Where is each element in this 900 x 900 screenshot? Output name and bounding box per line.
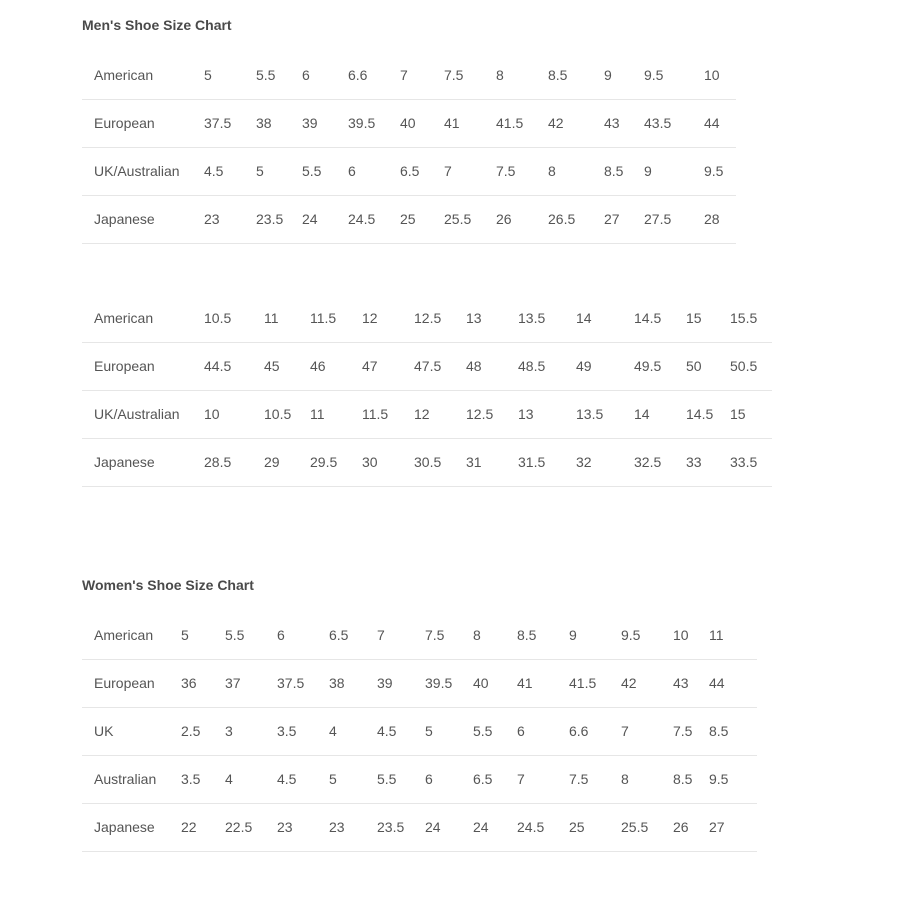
- size-cell: 27: [604, 211, 620, 227]
- size-cell: 3: [225, 723, 233, 739]
- row-label: European: [94, 675, 155, 691]
- mens-table-1-body: [82, 51, 736, 243]
- womens-size-table: [82, 611, 757, 852]
- size-cell: 6: [277, 626, 285, 643]
- size-cell: 23: [277, 819, 293, 835]
- size-cell: 36: [181, 675, 197, 691]
- size-cell: 41.5: [496, 115, 524, 131]
- size-cell: 9: [644, 163, 652, 179]
- size-cell: 7: [621, 723, 629, 739]
- size-cell: 8: [548, 163, 556, 179]
- size-cell: 5: [181, 626, 189, 643]
- size-cell: 3.5: [181, 771, 201, 787]
- size-cell: 5.5: [302, 163, 322, 179]
- size-cell: 24: [425, 819, 441, 835]
- size-cell: 10: [704, 66, 720, 83]
- size-cell: 10.5: [264, 406, 292, 422]
- size-cell: 38: [256, 115, 272, 131]
- size-cell: 8.5: [673, 771, 693, 787]
- size-cell: 5: [204, 66, 212, 83]
- size-cell: 4.5: [377, 723, 397, 739]
- size-cell: 40: [473, 675, 489, 691]
- row-label: Japanese: [94, 454, 155, 470]
- size-cell: 42: [621, 675, 637, 691]
- size-cell: 31.5: [518, 454, 546, 470]
- size-cell: 25.5: [444, 211, 472, 227]
- size-cell: 22.5: [225, 819, 253, 835]
- table-row: [82, 195, 736, 243]
- size-cell: 31: [466, 454, 482, 470]
- size-cell: 9.5: [644, 66, 664, 83]
- size-cell: 13: [518, 406, 534, 422]
- size-cell: 24.5: [517, 819, 545, 835]
- row-label: UK: [94, 723, 114, 739]
- table-row: [82, 51, 736, 99]
- size-cell: 6.6: [569, 723, 589, 739]
- row-label: UK/Australian: [94, 406, 180, 422]
- size-cell: 25: [400, 211, 416, 227]
- size-cell: 38: [329, 675, 345, 691]
- size-cell: 37.5: [204, 115, 232, 131]
- mens-table-2-body: [82, 294, 772, 486]
- womens-chart-title: Women's Shoe Size Chart: [82, 577, 254, 593]
- size-cell: 30.5: [414, 454, 442, 470]
- table-row: [82, 707, 757, 755]
- size-cell: 41.5: [569, 675, 597, 691]
- row-label: Australian: [94, 771, 157, 787]
- size-cell: 23.5: [377, 819, 405, 835]
- table-row: [82, 294, 772, 342]
- size-cell: 6.5: [473, 771, 493, 787]
- size-cell: 11: [264, 309, 279, 326]
- size-cell: 7.5: [425, 626, 445, 643]
- row-label: European: [94, 115, 155, 131]
- size-cell: 4.5: [277, 771, 297, 787]
- size-cell: 9.5: [621, 626, 641, 643]
- size-cell: 42: [548, 115, 564, 131]
- size-cell: 7: [377, 626, 385, 643]
- size-cell: 47.5: [414, 358, 442, 374]
- mens-size-table-2: [82, 294, 772, 487]
- size-cell: 29: [264, 454, 280, 470]
- size-cell: 43: [604, 115, 620, 131]
- size-cell: 2.5: [181, 723, 201, 739]
- size-cell: 45: [264, 358, 280, 374]
- size-cell: 49: [576, 358, 592, 374]
- size-cell: 28.5: [204, 454, 232, 470]
- size-cell: 11: [310, 406, 325, 422]
- size-cell: 32: [576, 454, 592, 470]
- size-cell: 8.5: [604, 163, 624, 179]
- size-cell: 27.5: [644, 211, 672, 227]
- size-cell: 6: [517, 723, 525, 739]
- size-cell: 9: [604, 66, 612, 83]
- table-row: [82, 438, 772, 486]
- size-cell: 26: [496, 211, 512, 227]
- size-cell: 13.5: [576, 406, 604, 422]
- size-cell: 11.5: [362, 406, 389, 422]
- size-cell: 12.5: [414, 309, 442, 326]
- size-cell: 10.5: [204, 309, 232, 326]
- size-cell: 29.5: [310, 454, 338, 470]
- size-cell: 6: [425, 771, 433, 787]
- mens-size-table-1: [82, 51, 736, 244]
- size-cell: 8.5: [548, 66, 568, 83]
- size-cell: 3.5: [277, 723, 297, 739]
- size-cell: 6: [302, 66, 310, 83]
- size-cell: 10: [673, 626, 689, 643]
- size-cell: 13: [466, 309, 482, 326]
- size-cell: 12.5: [466, 406, 494, 422]
- size-cell: 11.5: [310, 309, 337, 326]
- size-cell: 12: [414, 406, 430, 422]
- size-cell: 15: [730, 406, 746, 422]
- size-cell: 8: [473, 626, 481, 643]
- row-label: American: [94, 309, 154, 326]
- row-label: American: [94, 66, 154, 83]
- size-cell: 39.5: [425, 675, 453, 691]
- size-cell: 28: [704, 211, 720, 227]
- size-cell: 41: [517, 675, 533, 691]
- size-cell: 48.5: [518, 358, 546, 374]
- size-cell: 37: [225, 675, 241, 691]
- size-cell: 7.5: [444, 66, 464, 83]
- size-cell: 24.5: [348, 211, 376, 227]
- table-row: [82, 390, 772, 438]
- size-cell: 24: [473, 819, 489, 835]
- mens-chart-title: Men's Shoe Size Chart: [82, 17, 232, 33]
- size-cell: 44.5: [204, 358, 232, 374]
- size-cell: 7: [400, 66, 408, 83]
- size-cell: 5: [329, 771, 337, 787]
- size-cell: 24: [302, 211, 318, 227]
- size-cell: 50.5: [730, 358, 758, 374]
- size-cell: 9.5: [704, 163, 724, 179]
- size-cell: 14.5: [634, 309, 662, 326]
- size-cell: 5.5: [377, 771, 397, 787]
- size-cell: 6: [348, 163, 356, 179]
- table-row: [82, 611, 757, 659]
- table-row: [82, 342, 772, 390]
- size-cell: 27: [709, 819, 725, 835]
- size-cell: 5: [425, 723, 433, 739]
- size-cell: 4.5: [204, 163, 224, 179]
- row-label: Japanese: [94, 211, 155, 227]
- size-cell: 39.5: [348, 115, 376, 131]
- size-cell: 6.5: [329, 626, 349, 643]
- size-cell: 7.5: [496, 163, 516, 179]
- size-cell: 5.5: [256, 66, 276, 83]
- size-cell: 8.5: [517, 626, 537, 643]
- size-cell: 44: [704, 115, 720, 131]
- size-cell: 43.5: [644, 115, 672, 131]
- size-cell: 37.5: [277, 675, 305, 691]
- size-cell: 32.5: [634, 454, 662, 470]
- size-cell: 25.5: [621, 819, 649, 835]
- size-cell: 4: [225, 771, 233, 787]
- size-cell: 40: [400, 115, 416, 131]
- size-cell: 33.5: [730, 454, 758, 470]
- size-cell: 15: [686, 309, 702, 326]
- size-cell: 48: [466, 358, 482, 374]
- size-cell: 6.5: [400, 163, 420, 179]
- size-cell: 26: [673, 819, 689, 835]
- size-cell: 7.5: [569, 771, 589, 787]
- size-cell: 39: [377, 675, 393, 691]
- table-row: [82, 803, 757, 851]
- size-cell: 46: [310, 358, 326, 374]
- size-cell: 13.5: [518, 309, 546, 326]
- table-row: [82, 147, 736, 195]
- size-cell: 10: [204, 406, 220, 422]
- size-cell: 25: [569, 819, 585, 835]
- size-cell: 8: [496, 66, 504, 83]
- size-cell: 11: [709, 626, 724, 643]
- size-cell: 41: [444, 115, 460, 131]
- size-cell: 43: [673, 675, 689, 691]
- size-cell: 5: [256, 163, 264, 179]
- size-cell: 7.5: [673, 723, 693, 739]
- row-label: American: [94, 626, 154, 643]
- size-cell: 44: [709, 675, 725, 691]
- size-cell: 9.5: [709, 771, 729, 787]
- size-cell: 22: [181, 819, 197, 835]
- row-label: UK/Australian: [94, 163, 180, 179]
- womens-table-body: [82, 611, 757, 851]
- size-cell: 5.5: [225, 626, 245, 643]
- row-label: European: [94, 358, 155, 374]
- table-row: [82, 99, 736, 147]
- size-cell: 6.6: [348, 66, 368, 83]
- size-cell: 14: [634, 406, 650, 422]
- size-cell: 12: [362, 309, 378, 326]
- size-cell: 30: [362, 454, 378, 470]
- size-cell: 14.5: [686, 406, 714, 422]
- table-row: [82, 755, 757, 803]
- size-cell: 47: [362, 358, 378, 374]
- size-cell: 50: [686, 358, 702, 374]
- size-cell: 4: [329, 723, 337, 739]
- size-cell: 5.5: [473, 723, 493, 739]
- size-cell: 23: [329, 819, 345, 835]
- size-cell: 8: [621, 771, 629, 787]
- size-cell: 7: [517, 771, 525, 787]
- size-cell: 14: [576, 309, 592, 326]
- size-cell: 15.5: [730, 309, 758, 326]
- size-cell: 8.5: [709, 723, 729, 739]
- size-cell: 23: [204, 211, 220, 227]
- size-cell: 9: [569, 626, 577, 643]
- size-cell: 33: [686, 454, 702, 470]
- size-cell: 7: [444, 163, 452, 179]
- table-row: [82, 659, 757, 707]
- size-cell: 39: [302, 115, 318, 131]
- size-cell: 26.5: [548, 211, 576, 227]
- row-label: Japanese: [94, 819, 155, 835]
- size-cell: 23.5: [256, 211, 284, 227]
- size-cell: 49.5: [634, 358, 662, 374]
